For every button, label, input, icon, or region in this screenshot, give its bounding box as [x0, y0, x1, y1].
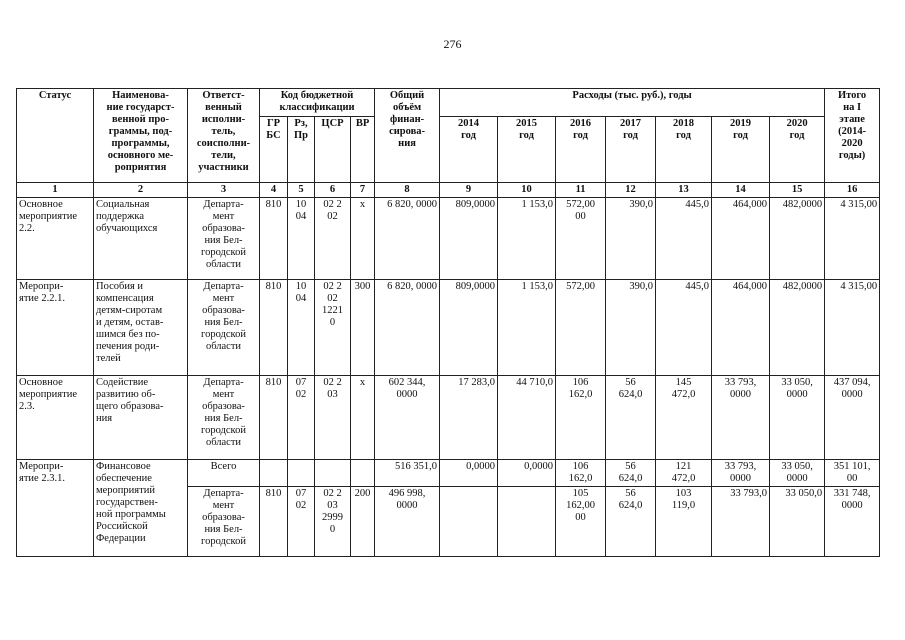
header-program-name: Наименова- ние государст- венной про- граммы, под- программы, основного ме- роприятия	[94, 89, 188, 183]
cell-program-name: Содействие развитию об- щего образова- ния	[94, 376, 188, 460]
column-number: 11	[556, 183, 606, 198]
cell-vr: х	[351, 376, 375, 460]
cell-total: 516 351,0	[375, 460, 440, 487]
cell-rzpr: 10 04	[288, 280, 315, 376]
column-number: 13	[656, 183, 712, 198]
table-row	[17, 198, 880, 280]
header-total-volume: Общий объём финан- сирова- ния	[375, 89, 440, 183]
cell-csr: 02 2 03 2999 0	[315, 487, 351, 557]
cell-program-name: Финансовое обеспечение мероприятий государствен- ной программы Российской Федерации	[94, 460, 188, 557]
cell-grbs: 810	[260, 376, 288, 460]
cell-responsible: Департа- мент образова- ния Бел- городской	[188, 487, 260, 557]
header-year-2019: 2019 год	[712, 117, 770, 183]
cell-2014: 809,0000	[440, 280, 498, 376]
cell-2020: 33 050,0	[770, 487, 825, 557]
cell-responsible: Департа- мент образова- ния Бел- городской области	[188, 376, 260, 460]
column-number: 4	[260, 183, 288, 198]
cell-2016: 572,00 00	[556, 198, 606, 280]
column-number: 16	[825, 183, 880, 198]
column-number-row	[17, 183, 880, 198]
cell-2017: 56 624,0	[606, 460, 656, 487]
cell-total: 496 998, 0000	[375, 487, 440, 557]
cell-2019: 33 793,0	[712, 487, 770, 557]
header-csr: ЦСР	[315, 117, 351, 183]
cell-2016: 572,00	[556, 280, 606, 376]
header-expenses: Расходы (тыс. руб.), годы	[440, 89, 825, 117]
column-number: 14	[712, 183, 770, 198]
column-number: 9	[440, 183, 498, 198]
cell-stage-total: 4 315,00	[825, 280, 880, 376]
cell-2016: 105 162,00 00	[556, 487, 606, 557]
header-budget-code: Код бюджетной классификации	[260, 89, 375, 117]
cell-2017: 56 624,0	[606, 376, 656, 460]
cell-stage-total: 4 315,00	[825, 198, 880, 280]
cell-2016: 106 162,0	[556, 460, 606, 487]
cell-grbs	[260, 460, 288, 487]
cell-2014	[440, 487, 498, 557]
column-number: 12	[606, 183, 656, 198]
cell-2020: 482,0000	[770, 280, 825, 376]
column-number: 7	[351, 183, 375, 198]
cell-2018: 445,0	[656, 280, 712, 376]
cell-status: Основное мероприятие 2.3.	[17, 376, 94, 460]
cell-2018: 145 472,0	[656, 376, 712, 460]
cell-csr: 02 2 03	[315, 376, 351, 460]
cell-rzpr: 07 02	[288, 487, 315, 557]
header-status: Статус	[17, 89, 94, 183]
cell-csr: 02 2 02 1221 0	[315, 280, 351, 376]
cell-2020: 33 050, 0000	[770, 376, 825, 460]
budget-table	[16, 88, 880, 557]
cell-grbs: 810	[260, 198, 288, 280]
cell-2018: 103 119,0	[656, 487, 712, 557]
cell-total: 6 820, 0000	[375, 198, 440, 280]
header-responsible: Ответст- венный исполни- тель, соисполни- тели, участники	[188, 89, 260, 183]
cell-2015	[498, 487, 556, 557]
header-year-2017: 2017 год	[606, 117, 656, 183]
cell-responsible: Всего	[188, 460, 260, 487]
cell-2019: 33 793, 0000	[712, 376, 770, 460]
header-vr: ВР	[351, 117, 375, 183]
cell-2020: 482,0000	[770, 198, 825, 280]
cell-2020: 33 050, 0000	[770, 460, 825, 487]
cell-grbs: 810	[260, 487, 288, 557]
table-row	[17, 280, 880, 376]
column-number: 8	[375, 183, 440, 198]
header-year-2020: 2020 год	[770, 117, 825, 183]
cell-vr: 300	[351, 280, 375, 376]
cell-2015: 44 710,0	[498, 376, 556, 460]
cell-2014: 17 283,0	[440, 376, 498, 460]
cell-stage-total: 331 748, 0000	[825, 487, 880, 557]
cell-2018: 445,0	[656, 198, 712, 280]
cell-2014: 0,0000	[440, 460, 498, 487]
cell-2015: 0,0000	[498, 460, 556, 487]
column-number: 10	[498, 183, 556, 198]
cell-status: Меропри- ятие 2.3.1.	[17, 460, 94, 557]
column-number: 1	[17, 183, 94, 198]
cell-program-name: Пособия и компенсация детям-сиротам и детям, остав- шимся без по- печения роди- телей	[94, 280, 188, 376]
cell-vr: х	[351, 198, 375, 280]
cell-2015: 1 153,0	[498, 280, 556, 376]
cell-responsible: Департа- мент образова- ния Бел- городской области	[188, 198, 260, 280]
cell-csr	[315, 460, 351, 487]
header-stage-total: Итого на I этапе (2014- 2020 годы)	[825, 89, 880, 183]
cell-rzpr	[288, 460, 315, 487]
column-number: 2	[94, 183, 188, 198]
table-row	[17, 376, 880, 460]
cell-program-name: Социальная поддержка обучающихся	[94, 198, 188, 280]
cell-status: Основное мероприятие 2.2.	[17, 198, 94, 280]
header-year-2016: 2016 год	[556, 117, 606, 183]
cell-2019: 33 793, 0000	[712, 460, 770, 487]
header-year-2018: 2018 год	[656, 117, 712, 183]
cell-rzpr: 07 02	[288, 376, 315, 460]
cell-2017: 390,0	[606, 280, 656, 376]
cell-2014: 809,0000	[440, 198, 498, 280]
cell-total: 602 344, 0000	[375, 376, 440, 460]
cell-stage-total: 437 094, 0000	[825, 376, 880, 460]
cell-csr: 02 2 02	[315, 198, 351, 280]
cell-2018: 121 472,0	[656, 460, 712, 487]
header-year-2015: 2015 год	[498, 117, 556, 183]
cell-2019: 464,000	[712, 280, 770, 376]
cell-responsible: Департа- мент образова- ния Бел- городской области	[188, 280, 260, 376]
column-number: 15	[770, 183, 825, 198]
cell-vr	[351, 460, 375, 487]
cell-total: 6 820, 0000	[375, 280, 440, 376]
header-year-2014: 2014 год	[440, 117, 498, 183]
cell-rzpr: 10 04	[288, 198, 315, 280]
cell-status: Меропри- ятие 2.2.1.	[17, 280, 94, 376]
cell-vr: 200	[351, 487, 375, 557]
header-rzpr: Рз, Пр	[288, 117, 315, 183]
cell-stage-total: 351 101, 00	[825, 460, 880, 487]
cell-2015: 1 153,0	[498, 198, 556, 280]
column-number: 5	[288, 183, 315, 198]
cell-2017: 390,0	[606, 198, 656, 280]
cell-grbs: 810	[260, 280, 288, 376]
page-number: 276	[443, 37, 462, 51]
header-grbs: ГР БС	[260, 117, 288, 183]
column-number: 6	[315, 183, 351, 198]
cell-2016: 106 162,0	[556, 376, 606, 460]
cell-2017: 56 624,0	[606, 487, 656, 557]
table-row	[17, 460, 880, 487]
column-number: 3	[188, 183, 260, 198]
cell-2019: 464,000	[712, 198, 770, 280]
